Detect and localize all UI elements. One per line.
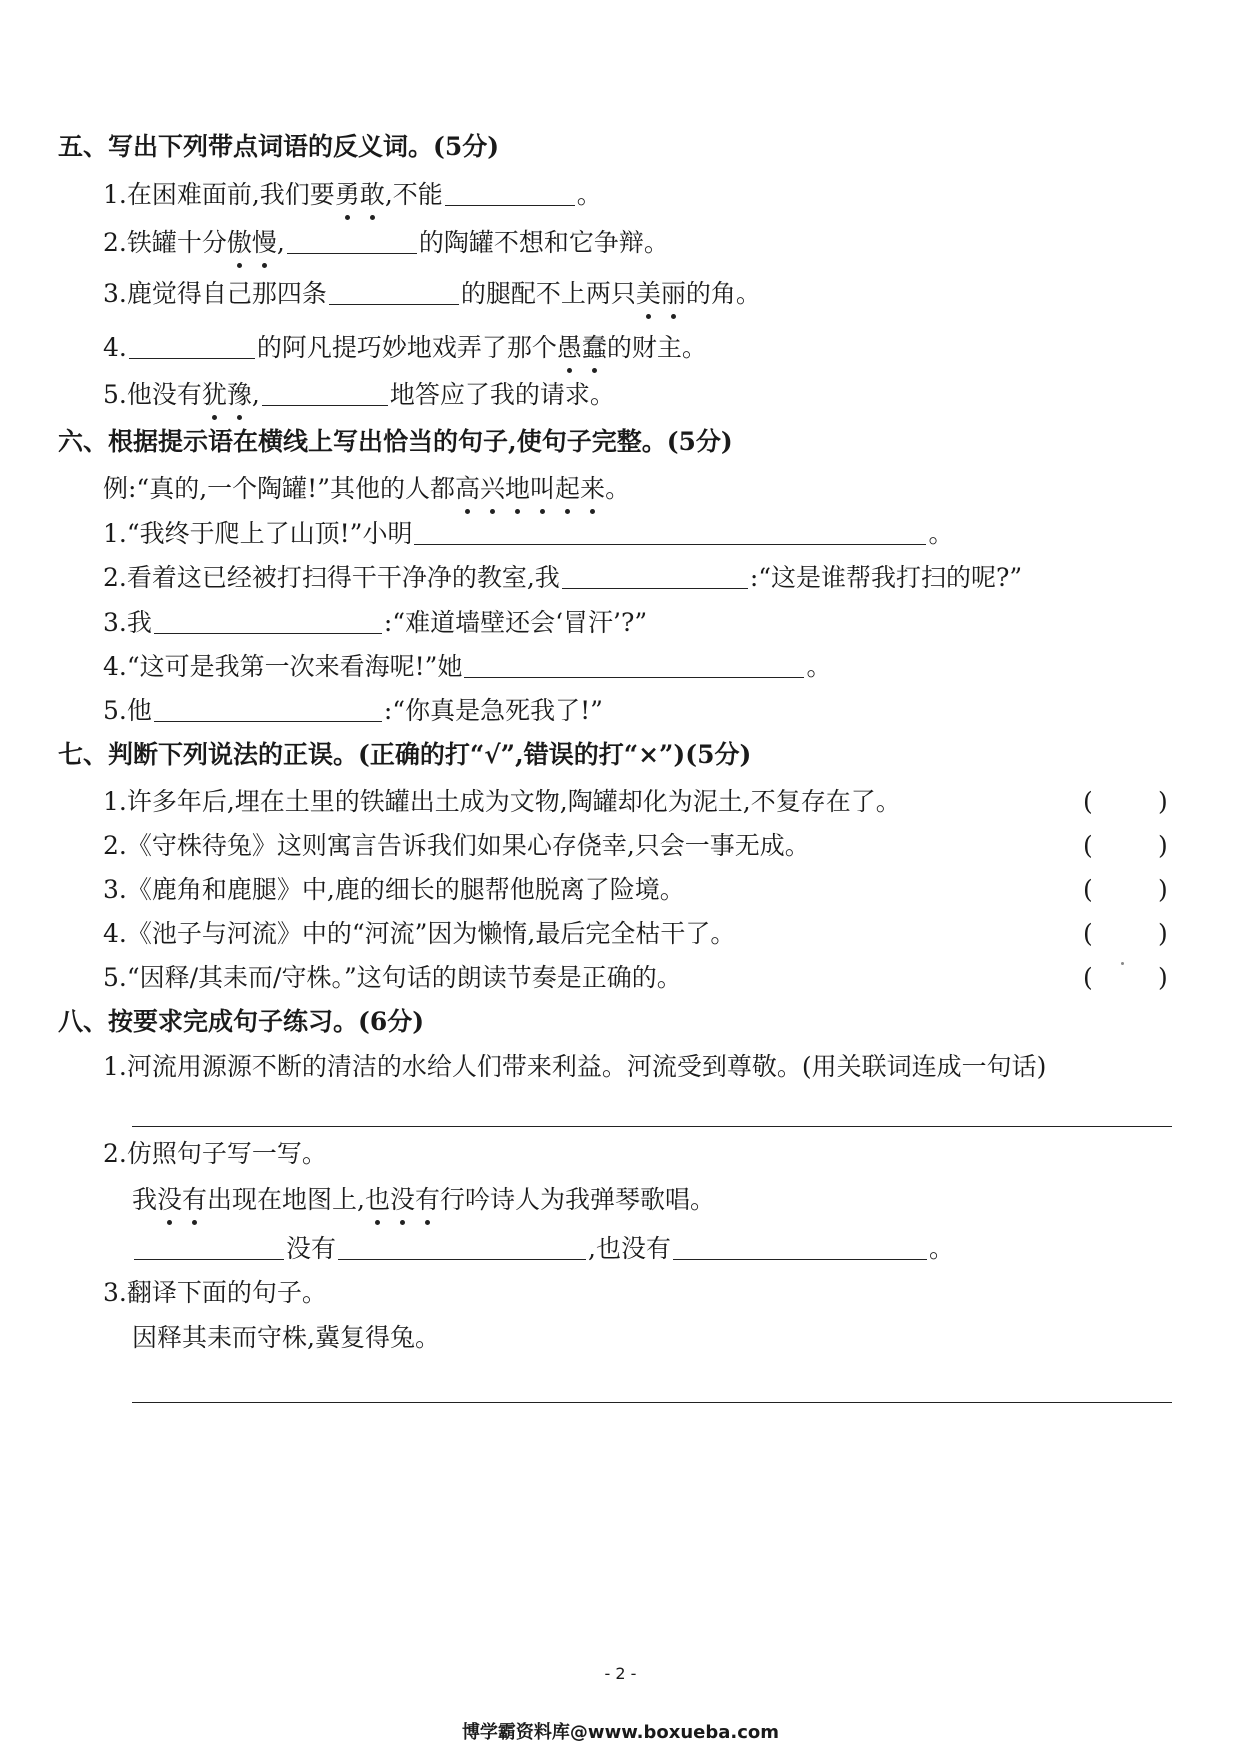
s5-question-3 [103,277,761,311]
s6-question-5 [103,694,603,728]
s6-q1-text-c: 。 [928,519,954,548]
dotted-char: 也 [365,1183,390,1217]
s7-statement-3: 3.《鹿角和鹿腿》中,鹿的细长的腿帮他脱离了险境。 [103,875,685,904]
fill-text-b: ,也没有 [588,1234,671,1263]
s5-q5-text-b: , [251,380,260,409]
s5-q4-text-a: 4. [103,333,127,362]
s7-statement-1: 1.许多年后,埋在土里的铁罐出土成为文物,陶罐却化为泥土,不复存在了。 [103,787,901,816]
s5-question-2 [103,226,669,260]
dotted-char: 蠢 [582,331,607,365]
answer-blank[interactable] [134,1233,284,1260]
s6-q5-text-a: 5.他 [103,696,152,725]
s6-q1-text-a: 1.“我终于爬上了山顶!”小明 [103,519,413,548]
section-7-title: 七、判断下列说法的正误。(正确的打“√”,错误的打“×”)(5分) [58,740,752,769]
answer-blank[interactable] [445,179,575,206]
dotted-char: 慢 [252,226,277,260]
s6-ex-text-a: 例:“真的,一个陶罐!”其他的人都 [103,474,455,503]
paren-close: ) [1158,919,1168,948]
s5-question-5 [103,378,615,412]
dotted-word [365,1185,440,1214]
dotted-char: 起 [555,472,580,506]
scan-speck [1121,962,1124,965]
paren-open: ( [1083,919,1093,948]
s5-q2-text-c: 的陶罐不想和它争辩。 [418,228,669,257]
s8-question-2: 2.仿照句子写一写。 [103,1139,327,1168]
fill-text-a: 没有 [286,1234,337,1263]
paren-open: ( [1083,787,1093,816]
answer-blank[interactable] [154,695,382,722]
dotted-word [636,279,686,308]
fill-text-c: 。 [928,1234,954,1263]
s6-q2-text-c: :“这是谁帮我打扫的呢?” [749,563,1023,592]
dotted-word [557,333,607,362]
s5-q2-text-b: , [276,228,285,257]
answer-blank[interactable] [129,332,255,359]
answer-line[interactable] [132,1402,1172,1403]
answer-blank[interactable] [562,562,748,589]
paren-open: ( [1083,831,1093,860]
model-text-b: 出现在地图上, [207,1185,365,1214]
dotted-char: 来 [580,472,605,506]
s8-q3-classical-text: 因释其耒而守株,冀复得兔。 [132,1323,440,1352]
s6-q4-text-c: 。 [806,652,832,681]
dotted-char: 有 [415,1183,440,1217]
answer-blank[interactable] [414,518,926,545]
answer-line[interactable] [132,1126,1172,1127]
s8-q2-model-sentence [132,1183,715,1217]
paren-open: ( [1083,963,1093,992]
page-number: - 2 - [604,1664,637,1683]
dotted-char: 傲 [227,226,252,260]
answer-blank[interactable] [673,1233,927,1260]
s6-question-4 [103,650,831,684]
section-5-title: 五、写出下列带点词语的反义词。(5分) [58,132,500,161]
s6-q3-text-a: 3.我 [103,608,152,637]
answer-blank[interactable] [338,1233,586,1260]
model-text-c: 行吟诗人为我弹琴歌唱。 [440,1185,716,1214]
dotted-char: 勇 [335,178,360,212]
dotted-char: 犹 [202,378,227,412]
s8-question-1: 1.河流用源源不断的清洁的水给人们带来利益。河流受到尊敬。(用关联词连成一句话) [103,1052,1047,1081]
s6-q3-text-c: :“难道墙壁还会‘冒汗’?” [383,608,648,637]
dotted-char: 没 [390,1183,415,1217]
s6-q2-text-a: 2.看着这已经被打扫得干干净净的教室,我 [103,563,560,592]
s5-q3-text-a: 3.鹿觉得自己那四条 [103,279,327,308]
s5-q4-text-c: 的财主。 [606,333,707,362]
answer-blank[interactable] [154,607,382,634]
s6-ex-text-c: 。 [605,474,631,503]
s5-q4-text-b: 的阿凡提巧妙地戏弄了那个 [256,333,557,362]
s8-question-3: 3.翻译下面的句子。 [103,1278,327,1307]
dotted-char: 兴 [480,472,505,506]
dotted-word [202,380,252,409]
paren-close: ) [1158,831,1168,860]
s6-q5-text-c: :“你真是急死我了!” [383,696,603,725]
dotted-char: 叫 [530,472,555,506]
dotted-char: 愚 [557,331,582,365]
paren-close: ) [1158,787,1168,816]
s5-q5-text-a: 5.他没有 [103,380,202,409]
dotted-word [455,474,605,503]
s5-q3-text-b: 的腿配不上两只 [460,279,636,308]
paren-open: ( [1083,875,1093,904]
answer-blank[interactable] [329,278,459,305]
s5-question-4 [103,331,707,365]
paren-close: ) [1158,875,1168,904]
footer-watermark: 博学霸资料库@www.boxueba.com [461,1722,780,1743]
dotted-char: 没 [157,1183,182,1217]
answer-blank[interactable] [262,379,388,406]
s7-statement-4: 4.《池子与河流》中的“河流”因为懒惰,最后完全枯干了。 [103,919,736,948]
dotted-char: 丽 [661,277,686,311]
s8-q2-fill-sentence [132,1232,954,1266]
section-6-title: 六、根据提示语在横线上写出恰当的句子,使句子完整。(5分) [58,427,733,456]
dotted-char: 有 [182,1183,207,1217]
s7-statement-5: 5.“因释/其耒而/守株。”这句话的朗读节奏是正确的。 [103,963,682,992]
dotted-word [227,228,277,257]
s6-question-1 [103,517,953,551]
dotted-word [335,180,385,209]
s6-question-3 [103,606,647,640]
s6-example [103,472,630,506]
s5-q1-text-c: 。 [576,180,602,209]
dotted-char: 地 [505,472,530,506]
dotted-char: 高 [455,472,480,506]
s5-q2-text-a: 2.铁罐十分 [103,228,227,257]
dotted-char: 美 [636,277,661,311]
s6-q4-text-a: 4.“这可是我第一次来看海呢!”她 [103,652,463,681]
s5-q5-text-c: 地答应了我的请求。 [389,380,615,409]
s5-question-1 [103,178,602,212]
dotted-word [157,1185,207,1214]
answer-blank[interactable] [287,227,417,254]
s5-q1-text-a: 1.在困难面前,我们要 [103,180,335,209]
s6-question-2 [103,561,1022,595]
dotted-char: 豫 [227,378,252,412]
s5-q3-text-c: 的角。 [685,279,761,308]
paren-close: ) [1158,963,1168,992]
answer-blank[interactable] [464,651,804,678]
s5-q1-text-b: ,不能 [384,180,443,209]
section-8-title: 八、按要求完成句子练习。(6分) [58,1007,425,1036]
dotted-char: 敢 [360,178,385,212]
model-text-a: 我 [132,1185,158,1214]
s7-statement-2: 2.《守株待兔》这则寓言告诉我们如果心存侥幸,只会一事无成。 [103,831,810,860]
